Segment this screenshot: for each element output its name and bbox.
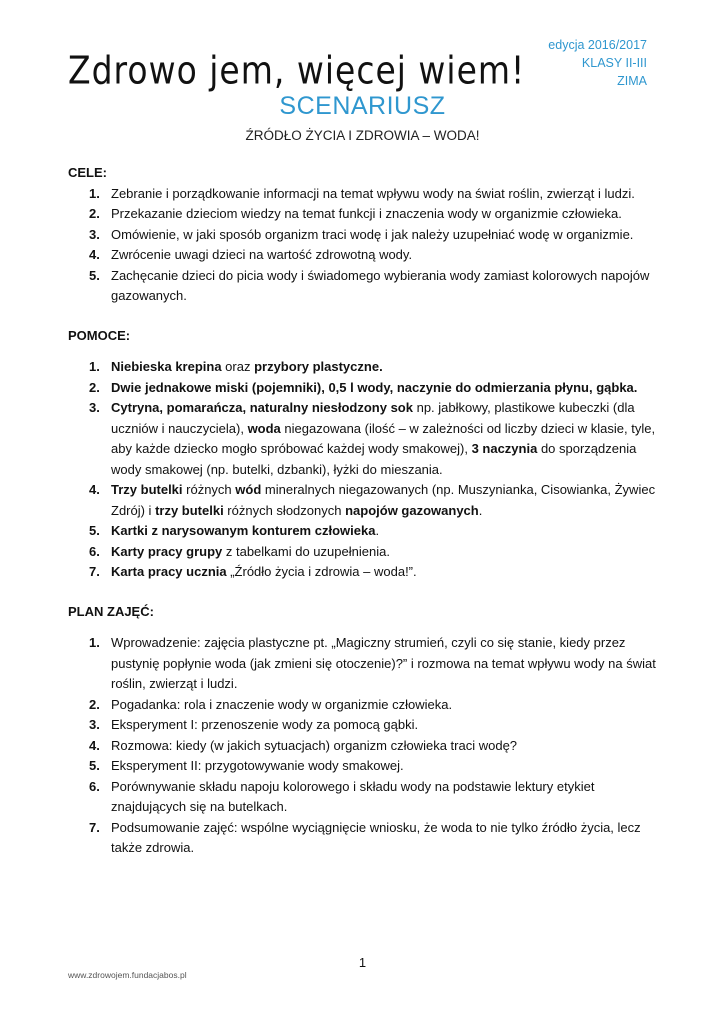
edition-classes: KLASY II-III (581, 56, 647, 70)
pomoce-item (68, 521, 663, 542)
list-item-number: 5. (89, 267, 100, 283)
bold-text: Kartki z narysowanym konturem człowieka (111, 523, 376, 538)
item-text: mineralnych niegazowanych (np. Muszynianka, Cisowianka, Żywiec Zdrój) i (111, 482, 656, 518)
item-text: Pogadanka: rola i znaczenie wody w organizmie człowieka. (111, 696, 453, 712)
pomoce-item (68, 378, 663, 399)
list-item-number: 5. (89, 523, 100, 538)
bold-text: Karty pracy grupy (111, 543, 223, 559)
bold-text: Karta pracy ucznia (111, 564, 227, 579)
item-text: oraz (221, 359, 255, 374)
page-title: SCENARIUSZ (279, 92, 446, 120)
list-item-number: 2. (89, 379, 100, 395)
list-plan (68, 633, 663, 859)
list-item-number: 4. (89, 737, 100, 753)
list-item-number: 6. (89, 543, 100, 559)
list-item-number: 5. (89, 758, 100, 773)
item-text: Omówienie, w jaki sposób organizm traci wodę i jak należy uzupełniać wodę w organizmie. (111, 226, 634, 242)
bold-text: przybory plastyczne. (254, 359, 383, 374)
list-item-number: 2. (89, 206, 100, 221)
item-text: . (478, 502, 483, 518)
logo: Zdrowo jem, więcej wiem! (68, 48, 526, 93)
cele-item (68, 266, 663, 307)
document-body (68, 163, 663, 867)
bold-text: Trzy butelki (111, 482, 183, 497)
list-item-number: 4. (89, 482, 100, 497)
list-item-number: 3. (89, 717, 100, 732)
item-text: Przekazanie dzieciom wiedzy na temat funkcji i znaczenia wody w organizmie człowieka. (111, 206, 622, 221)
list-item-number: 7. (89, 564, 100, 579)
list-item-number: 3. (89, 400, 100, 415)
plan-item (68, 715, 663, 736)
plan-item (68, 818, 663, 859)
cele-item (68, 184, 663, 205)
cele-item (68, 225, 663, 246)
item-text: z tabelkami do uzupełnienia. (222, 543, 390, 559)
item-text: Eksperyment I: przenoszenie wody za pomocą gąbki. (111, 717, 419, 732)
plan-item (68, 756, 663, 777)
item-text: niegazowana (ilość – w zależności od liczby dzieci w klasie, tyle, aby każde dziecko mogło spróbować każdej wody smakowej), (111, 420, 656, 456)
item-text: Zachęcanie dzieci do picia wody i świadomego wybierania wody zamiast kolorowych napojów gazowanych. (111, 267, 650, 303)
page-subtitle: ŹRÓDŁO ŻYCIA I ZDROWIA – WODA! (245, 128, 480, 143)
list-cele (68, 184, 663, 307)
item-text: do sporządzenia wody smakowej (np. butelki, dzbanki), łyżki do mieszania. (111, 441, 637, 477)
pomoce-item (68, 542, 663, 563)
list-item-number: 1. (89, 359, 100, 374)
section-title-cele: CELE: (68, 165, 107, 180)
section-title-pomoce: POMOCE: (68, 327, 131, 343)
bold-text: wód (235, 482, 262, 497)
list-item-number: 1. (89, 635, 100, 650)
bold-text: napojów gazowanych (345, 502, 479, 518)
pomoce-item (68, 480, 663, 521)
bold-text: woda (247, 420, 281, 436)
bold-text: Dwie jednakowe miski (pojemniki), 0,5 l wody, naczynie do odmierzania płynu, gąbka. (111, 379, 638, 395)
item-text: Porównywanie składu napoju kolorowego i składu wody na podstawie lektury etykiet znajdujących się na butelkach. (111, 778, 595, 814)
list-item-number: 2. (89, 696, 100, 712)
edition-year: edycja 2016/2017 (548, 38, 647, 52)
item-text: Podsumowanie zajęć: wspólne wyciągnięcie wniosku, że woda to nie tylko źródło życia, lecz także zdrowia. (111, 819, 641, 855)
item-text: np. jabłkowy, plastikowe kubeczki (dla uczniów i nauczyciela), (111, 400, 635, 436)
item-text: Rozmowa: kiedy (w jakich sytuacjach) organizm człowieka traci wodę? (111, 737, 518, 753)
page-number: 1 (358, 955, 367, 970)
pomoce-item (68, 398, 663, 480)
list-item-number: 1. (89, 185, 100, 201)
item-text: Zebranie i porządkowanie informacji na temat wpływu wody na świat roślin, zwierząt i ludzi. (111, 185, 635, 201)
item-text: różnych (182, 482, 236, 497)
bold-text: Niebieska krepina (111, 359, 222, 374)
plan-item (68, 777, 663, 818)
bold-text: 3 naczynia (471, 441, 538, 456)
plan-item (68, 633, 663, 695)
section-title-plan: PLAN ZAJĘĆ: (68, 603, 154, 619)
bold-text: trzy butelki (155, 502, 224, 518)
plan-item (68, 695, 663, 716)
plan-item (68, 736, 663, 757)
footer-url: www.zdrowojem.fundacjabos.pl (68, 970, 187, 980)
list-item-number: 3. (89, 226, 100, 242)
cele-item (68, 204, 663, 225)
list-item-number: 6. (89, 778, 100, 794)
pomoce-item (68, 357, 663, 378)
item-text: „Źródło życia i zdrowia – woda!”. (226, 564, 417, 579)
bold-text: Cytryna, pomarańcza, naturalny niesłodzony sok (111, 400, 413, 415)
list-item-number: 7. (89, 819, 100, 835)
edition-info (548, 36, 647, 90)
item-text: . (375, 523, 380, 538)
item-text: Eksperyment II: przygotowywanie wody smakowej. (111, 758, 404, 773)
item-text: różnych słodzonych (223, 502, 346, 518)
cele-item (68, 245, 663, 266)
pomoce-item (68, 562, 663, 583)
item-text: Zwrócenie uwagi dzieci na wartość zdrowotną wody. (111, 247, 413, 262)
item-text: Wprowadzenie: zajęcia plastyczne pt. „Magiczny strumień, czyli co się stanie, kiedy przez pustynię popłynie woda (jak zmieni się otoczenie)?” i rozmowa na temat wpływu wody na świat roślin, zwierząt i ludzi. (111, 635, 656, 691)
list-item-number: 4. (89, 247, 100, 262)
list-pomoce (68, 357, 663, 583)
edition-season: ZIMA (617, 74, 647, 88)
